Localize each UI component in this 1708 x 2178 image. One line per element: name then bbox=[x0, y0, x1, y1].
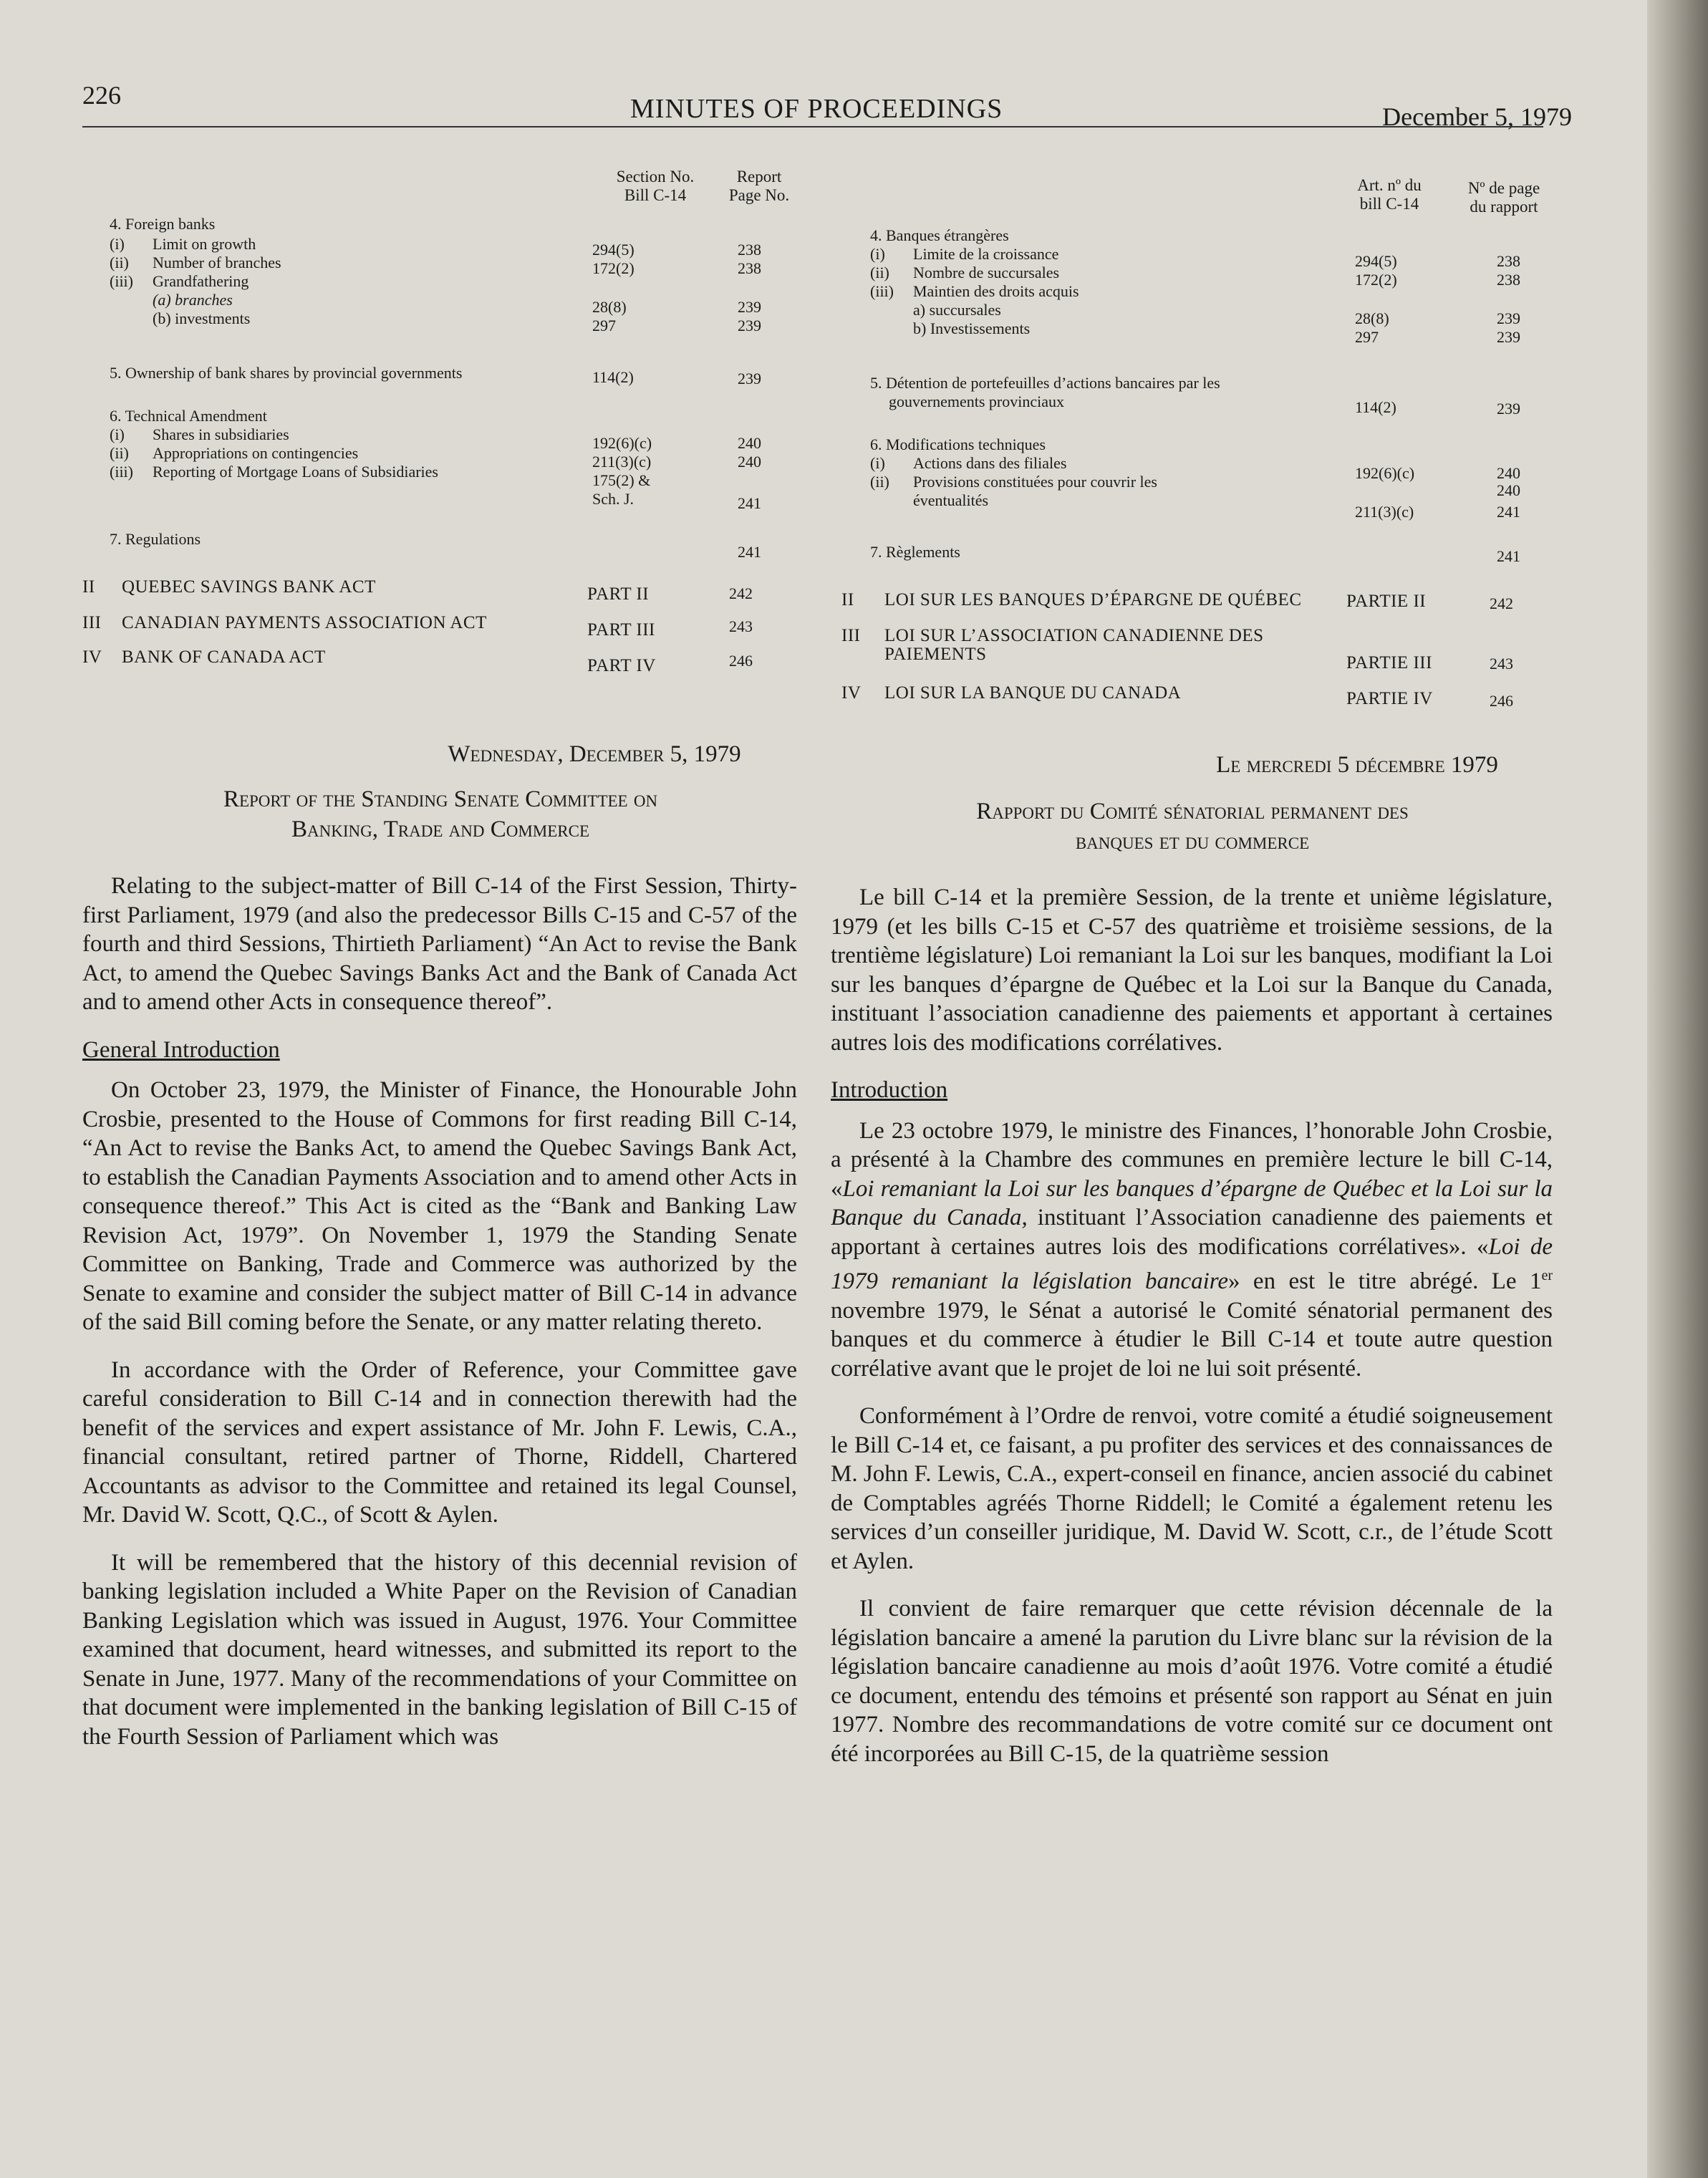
table-row: 4. Banques étrangères bbox=[870, 226, 1009, 244]
table-row: (ii) Nombre de succursales bbox=[870, 264, 1060, 281]
table-row: (i) Actions dans des filiales bbox=[870, 454, 1067, 472]
section-number: 297 bbox=[592, 317, 616, 334]
page-number: 226 bbox=[82, 81, 121, 110]
table-row: (ii) Number of branches bbox=[110, 254, 281, 271]
paragraph: Le 23 octobre 1979, le ministre des Finances, l’honorable John Crosbie, a présenté à la Chambre des communes en première lecture le bill C-14, «Loi remaniant la Loi sur les banques d’épargne de Québec et la Loi sur la Banque du Canada, instituant l’Association canadienne des paiements et apportant à certaines autres lois des modifications corrélatives». «Loi de 1979 remaniant la législation bancaire» en est le titre abrégé. Le 1er novembre 1979, le Sénat a autorisé le Comité sénatorial permanent des banques et du commerce à étudier le Bill C-14 et toute autre question corrélative avant que le projet de loi ne lui soit présenté. bbox=[831, 1117, 1553, 1382]
table-row: 4. Foreign banks bbox=[110, 215, 216, 233]
section-number: 114(2) bbox=[1355, 398, 1396, 416]
table-row: (iii) Reporting of Mortgage Loans of Subsidiaries bbox=[110, 463, 438, 481]
page-ref: 238 bbox=[1497, 271, 1520, 289]
header-rule bbox=[82, 126, 1543, 127]
page-ref: 239 bbox=[738, 317, 761, 334]
table-row: (i) Shares in subsidiaries bbox=[110, 425, 289, 443]
section-number: 28(8) bbox=[1355, 309, 1389, 327]
section-number: PARTIE II bbox=[1346, 592, 1427, 611]
english-body bbox=[82, 872, 797, 1770]
table-header-page: Nº de page du rapport bbox=[1467, 179, 1540, 216]
page-ref: 241 bbox=[1497, 503, 1520, 521]
section-number: PARTIE III bbox=[1346, 653, 1432, 673]
section-number: PARTIE IV bbox=[1346, 689, 1433, 708]
section-number: 172(2) bbox=[592, 259, 635, 277]
page-ref: 243 bbox=[1490, 655, 1513, 673]
table-row: II LOI SUR LES BANQUES D’ÉPARGNE DE QUÉBEC bbox=[841, 590, 1302, 609]
table-row: (ii) Provisions constituées pour couvrir les éventualités bbox=[870, 473, 1157, 509]
table-row: IV LOI SUR LA BANQUE DU CANADA bbox=[841, 683, 1182, 703]
section-number: 175(2) & bbox=[592, 471, 651, 489]
table-row: (b) investments bbox=[153, 309, 251, 327]
paragraph: Le bill C-14 et la première Session, de la trente et unième législature, 1979 (et les bills C-15 et C-57 des quatrième et troisième sessions, de la trentième législature) Loi remaniant la Loi sur les banques, modifiant la Loi sur les banques d’épargne de Québec et la Loi sur la Banque du Canada, instituant l’association canadienne des paiements et apportant à certaines autres lois des modifications corrélatives. bbox=[831, 885, 1553, 1056]
report-heading: Report of the Standing Senate Committee on Banking, Trade and Commerce bbox=[223, 786, 658, 842]
table-row: IV BANK OF CANADA ACT bbox=[82, 647, 326, 667]
english-contents-table bbox=[82, 158, 798, 688]
page-ref: 239 bbox=[738, 298, 761, 316]
section-number: 211(3)(c) bbox=[1355, 503, 1414, 521]
table-row: (a) branches bbox=[153, 291, 233, 309]
section-number: 294(5) bbox=[592, 241, 635, 259]
table-row: 6. Technical Amendment bbox=[110, 407, 267, 425]
table-row: 7. Règlements bbox=[870, 543, 960, 561]
section-number: PART IV bbox=[587, 656, 656, 675]
table-row: a) succursales bbox=[913, 301, 1001, 319]
table-row: 6. Modifications techniques bbox=[870, 435, 1046, 453]
table-row: b) Investissements bbox=[913, 319, 1031, 337]
page-ref: 239 bbox=[1497, 400, 1520, 418]
section-number: 211(3)(c) bbox=[592, 453, 652, 471]
page-header bbox=[82, 80, 1572, 130]
table-row: 5. Ownership of bank shares by provincial governments bbox=[110, 364, 463, 382]
page-ref: 240 bbox=[738, 434, 761, 452]
paragraph: Relating to the subject-matter of Bill C-14 of the First Session, Thirty-first Parliament, 1979 (and also the predecessor Bills C-15 and C-57 of the fourth and third Sessions, Thirtieth Parliament) “An Act to revise the Bank Act, to amend the Quebec Savings Banks Act and the Bank of Canada Act and to amend other Acts in consequence thereof”. bbox=[82, 873, 797, 1015]
page-ref: 239 bbox=[738, 370, 761, 387]
section-subheading: Introduction bbox=[831, 1077, 948, 1103]
section-number: 172(2) bbox=[1355, 271, 1397, 289]
section-number: Sch. J. bbox=[592, 490, 635, 508]
page-ref: 239 bbox=[1497, 309, 1520, 327]
page-ref: 242 bbox=[729, 584, 753, 602]
paragraph: On October 23, 1979, the Minister of Finance, the Honourable John Crosbie, presented to the House of Commons for first reading Bill C-14, “An Act to revise the Banks Act, to amend the Quebec Savings Bank Act, to establish the Canadian Payments Association and to amend other Acts in consequence thereof.” This Act is cited as the “Bank and Banking Law Revision Act, 1979”. On November 1, 1979 the Standing Senate Committee on Banking, Trade and Commerce was authorized by the Senate to examine and consider the subject matter of Bill C-14 in advance of the said Bill coming before the Senate, or any matter relating thereto. bbox=[82, 1077, 797, 1335]
french-column bbox=[831, 158, 1554, 1767]
paragraph: Il convient de faire remarquer que cette révision décennale de la législation bancaire a amené la parution du Livre blanc sur la révision de la législation bancaire canadienne au mois d’août 1976. Votre comité a étudié ce document, entendu des témoins et présenté son rapport au Sénat en juin 1977. Nombre des recommandations de votre comité sur ce document ont été incorporées au Bill C-15, de la quatrième session bbox=[831, 1596, 1553, 1767]
book-spine-shadow bbox=[1647, 0, 1708, 2178]
section-number: 294(5) bbox=[1355, 252, 1397, 270]
section-subheading: General Introduction bbox=[82, 1036, 280, 1063]
table-row: (ii) Appropriations on contingencies bbox=[110, 444, 359, 462]
table-header-section: Section No. Bill C-14 bbox=[616, 168, 695, 204]
page-ref: 238 bbox=[738, 259, 761, 277]
section-number: 114(2) bbox=[592, 368, 634, 386]
table-row: III LOI SUR L’ASSOCIATION CANADIENNE DES PAIEMENTS bbox=[841, 626, 1264, 664]
page-ref: 238 bbox=[1497, 252, 1520, 270]
section-number: 297 bbox=[1355, 328, 1379, 346]
section-number: 192(6)(c) bbox=[1355, 464, 1415, 482]
page-ref: 243 bbox=[729, 617, 753, 635]
section-number: 192(6)(c) bbox=[592, 434, 652, 452]
table-row: (iii) Grandfathering bbox=[110, 272, 249, 290]
table-row: (iii) Maintien des droits acquis bbox=[870, 282, 1079, 300]
paragraph: It will be remembered that the history of this decennial revision of banking legislation included a White Paper on the Revision of Canadian Banking Legislation which was issued in August, 1976. Your Committee examined that document, heard witnesses, and submitted its report to the Senate in June, 1977. Many of the recommendations of your Committee on that document were implemented in the banking legislation of Bill C-15 of the Fourth Session of Parliament which was bbox=[82, 1549, 797, 1750]
table-row: III CANADIAN PAYMENTS ASSOCIATION ACT bbox=[82, 613, 487, 632]
table-row: (i) Limite de la croissance bbox=[870, 245, 1059, 263]
page-ref: 238 bbox=[738, 241, 761, 259]
table-row: II QUEBEC SAVINGS BANK ACT bbox=[82, 577, 376, 597]
page-ref: 241 bbox=[738, 543, 761, 561]
page-ref: 241 bbox=[738, 494, 761, 512]
page-ref: 242 bbox=[1490, 594, 1513, 612]
page-ref: 239 bbox=[1497, 328, 1520, 346]
table-header-page: Report Page No. bbox=[728, 168, 790, 204]
section-number: 28(8) bbox=[592, 298, 627, 316]
table-row: (i) Limit on growth bbox=[110, 235, 256, 253]
page-ref: 241 bbox=[1497, 547, 1520, 565]
section-number: PART II bbox=[587, 584, 650, 604]
page-ref: 240 bbox=[738, 453, 761, 471]
page-ref: 246 bbox=[729, 652, 753, 670]
date-heading: Le mercredi 5 décembre 1979 bbox=[1216, 752, 1498, 778]
table-row: 5. Détention de portefeuilles d’actions bancaires par les gouvernements provinciaux bbox=[870, 374, 1220, 410]
french-contents-table bbox=[831, 158, 1554, 710]
page-ref: 240 bbox=[1497, 464, 1520, 482]
page-ref: 246 bbox=[1490, 692, 1513, 710]
report-heading: Rapport du Comité sénatorial permanent des banques et du commerce bbox=[976, 799, 1409, 854]
running-title: MINUTES OF PROCEEDINGS bbox=[630, 94, 1003, 124]
paragraph: In accordance with the Order of Reference, your Committee gave careful consideration to Bill C-14 and in connection therewith had the benefit of the services and expert assistance of Mr. John F. Lewis, C.A., financial consultant, retired partner of Thorne, Riddell, Chartered Accountants as advisor to the Committee and retained its legal Counsel, Mr. David W. Scott, Q.C., of Scott & Aylen. bbox=[82, 1357, 797, 1528]
page-ref: 240 bbox=[1497, 481, 1520, 499]
section-number: PART III bbox=[587, 620, 655, 640]
english-column bbox=[82, 158, 798, 1750]
french-body bbox=[831, 883, 1553, 1787]
table-row: 7. Regulations bbox=[110, 530, 201, 548]
date-heading: Wednesday, December 5, 1979 bbox=[448, 741, 741, 767]
table-header-section: Art. nº du bill C-14 bbox=[1357, 176, 1422, 213]
paragraph: Conformément à l’Ordre de renvoi, votre comité a étudié soigneusement le Bill C-14 et, ce faisant, a pu profiter des services et des connaissances de M. John F. Lewis, C.A., expert-conseil en finance, ancien associé du cabinet de Comptables agréés Thorne Riddell; le Comité a également retenu les services d’un conseiller juridique, M. David W. Scott, c.r., de l’étude Scott et Aylen. bbox=[831, 1403, 1553, 1574]
header-date: December 5, 1979 bbox=[1382, 102, 1572, 131]
